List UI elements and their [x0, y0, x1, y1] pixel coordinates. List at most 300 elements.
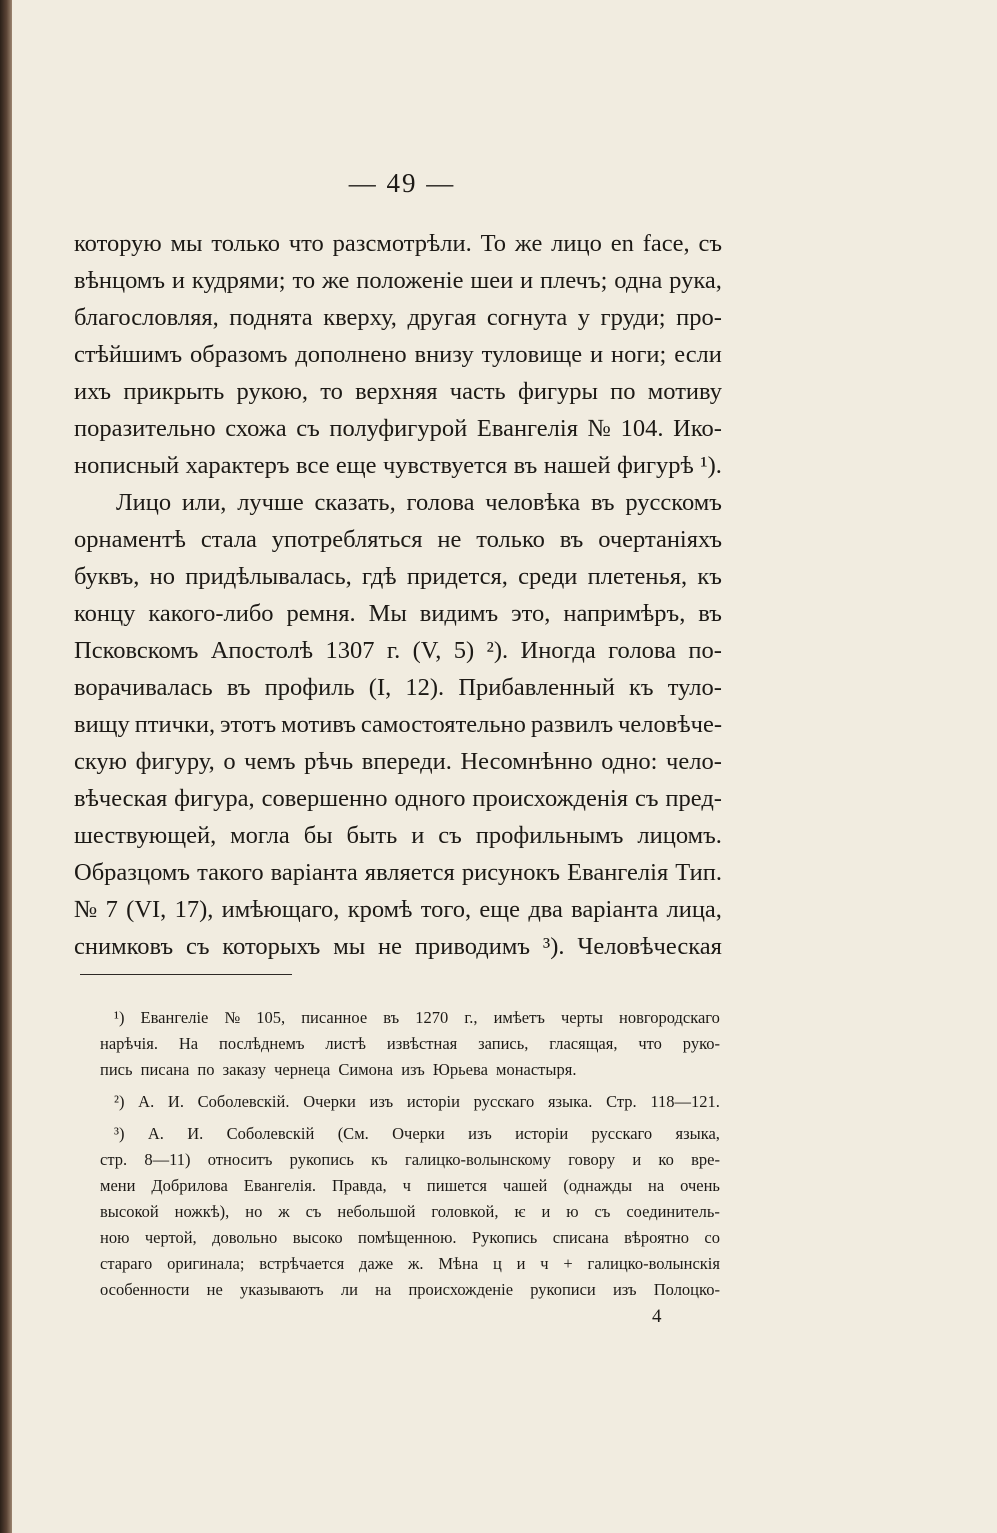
- word: Правда,: [331, 1176, 387, 1195]
- word: И.: [167, 1092, 184, 1111]
- word: два: [528, 896, 563, 923]
- word: сказать,: [314, 489, 396, 516]
- word: Апостолѣ: [210, 637, 314, 664]
- word: впереди.: [361, 748, 452, 775]
- word: пред-: [665, 785, 722, 812]
- word: ю: [566, 1202, 579, 1221]
- word: могла: [230, 822, 290, 849]
- word: самостоятельно: [360, 711, 526, 738]
- text-line: [74, 415, 722, 452]
- word: дополнено: [295, 341, 407, 368]
- word: ли: [340, 1280, 358, 1299]
- word: если: [674, 341, 722, 368]
- word: согнута: [486, 304, 568, 331]
- word: (V,: [412, 637, 442, 664]
- word: какого-либо: [148, 600, 274, 627]
- footnote-line: [100, 1034, 720, 1060]
- word: съ: [634, 785, 659, 812]
- word: профиль: [264, 674, 355, 701]
- word: стала: [200, 526, 257, 553]
- word: 7: [105, 896, 118, 923]
- word: face,: [642, 230, 690, 257]
- main-text: [74, 230, 722, 970]
- word: и: [541, 1202, 551, 1221]
- word: голова: [406, 489, 475, 516]
- word: кверху,: [323, 304, 397, 331]
- word: Тип.: [675, 859, 722, 886]
- word: того,: [420, 896, 472, 923]
- word: одна: [614, 267, 663, 294]
- word: галицко-волынскому: [404, 1150, 551, 1169]
- word: Псковскомъ: [74, 637, 199, 664]
- footnote-separator: [80, 974, 292, 975]
- word: одно:: [601, 748, 658, 775]
- word: небольшой: [337, 1202, 416, 1221]
- word: ѥ: [514, 1202, 526, 1221]
- word: Евангелія: [567, 859, 669, 886]
- sheet-signature-mark: 4: [652, 1306, 662, 1327]
- word: черты: [560, 1008, 603, 1027]
- word: шествующей,: [74, 822, 217, 849]
- text-line: [74, 267, 722, 304]
- word: (VI,: [126, 896, 167, 923]
- text-line: [74, 785, 722, 822]
- word: со: [704, 1228, 720, 1247]
- word: довольно: [212, 1228, 278, 1247]
- word: ноги;: [610, 341, 667, 368]
- word: происхожденіе: [408, 1280, 514, 1299]
- word: ною: [100, 1228, 130, 1247]
- word: среди: [518, 563, 578, 590]
- word: изъ: [468, 1124, 492, 1143]
- footnote-line: [100, 1150, 720, 1176]
- text-line: [74, 674, 722, 711]
- word: 1307: [325, 637, 375, 664]
- word: въ: [513, 452, 538, 479]
- text-line: [74, 933, 722, 970]
- word: лицо: [551, 230, 602, 257]
- word: груди;: [600, 304, 666, 331]
- word: приводимъ: [414, 933, 531, 960]
- word: г.,: [464, 1008, 478, 1027]
- word: указываютъ: [239, 1280, 324, 1299]
- word: въ: [226, 674, 251, 701]
- word: вищу: [74, 711, 130, 738]
- word: фигура,: [174, 785, 255, 812]
- text-line: [74, 896, 722, 933]
- word: ч: [540, 1254, 549, 1273]
- word: Рукопись: [471, 1228, 538, 1247]
- word: положеніе: [356, 267, 464, 294]
- word: чувствуется: [382, 452, 508, 479]
- word: по-: [688, 637, 722, 664]
- word: Евангеліе: [140, 1008, 209, 1027]
- word: гдѣ: [362, 563, 397, 590]
- word: рукописи: [530, 1280, 596, 1299]
- word: въ: [698, 600, 722, 627]
- word: часть: [449, 378, 506, 405]
- footnote-line: [100, 1280, 720, 1306]
- word: очертаніяхъ: [598, 526, 722, 553]
- word: благословляя,: [74, 304, 219, 331]
- footnote-line: [100, 1228, 720, 1254]
- word: вѣнцомъ: [74, 267, 166, 294]
- word: фигуру,: [135, 748, 215, 775]
- word: такого: [197, 859, 264, 886]
- word: относитъ: [207, 1150, 273, 1169]
- word: схожа: [225, 415, 287, 442]
- word: (однажды: [563, 1176, 633, 1195]
- word: происхожденія: [472, 785, 629, 812]
- word: варіанта: [270, 859, 358, 886]
- word: же: [514, 230, 543, 257]
- word: №: [587, 415, 611, 442]
- word: у: [577, 304, 591, 331]
- page-number: — 49 —: [348, 168, 456, 198]
- word: скую: [74, 748, 127, 775]
- word: 105,: [256, 1008, 286, 1027]
- word: Мѣна: [438, 1254, 479, 1273]
- word: Человѣческая: [577, 933, 722, 960]
- word: списана: [552, 1228, 609, 1247]
- word: языка,: [675, 1124, 720, 1143]
- word: бы: [303, 822, 333, 849]
- word: +: [563, 1254, 573, 1273]
- word: образомъ: [190, 341, 288, 368]
- word: верхняя: [355, 378, 438, 405]
- text-line: [74, 526, 722, 563]
- word: Образцомъ: [74, 859, 191, 886]
- word: en: [610, 230, 634, 257]
- word: вѣроятно: [624, 1228, 689, 1247]
- word: рисунокъ: [461, 859, 561, 886]
- word: разсмотрѣли.: [332, 230, 472, 257]
- word: изъ: [369, 1092, 394, 1111]
- footnote-line: [100, 1124, 720, 1150]
- word: ч: [402, 1176, 411, 1195]
- word: человѣка: [485, 489, 581, 516]
- word: концу: [74, 600, 136, 627]
- word: о: [223, 748, 236, 775]
- word: но: [149, 563, 176, 590]
- word: еще: [479, 896, 521, 923]
- word: которыхъ: [222, 933, 321, 960]
- word: къ: [629, 674, 654, 701]
- word: Очерки: [303, 1092, 356, 1111]
- text-line: [74, 600, 722, 637]
- word: что: [638, 1034, 662, 1053]
- word: говору: [568, 1150, 616, 1169]
- word: кудрями;: [191, 267, 286, 294]
- word: другая: [407, 304, 477, 331]
- footnote-line: [100, 1254, 720, 1280]
- word: въ: [383, 1008, 400, 1027]
- word: лучше: [237, 489, 304, 516]
- word: съ: [594, 1202, 611, 1221]
- word: человѣче-: [618, 711, 722, 738]
- word: высокой: [100, 1202, 159, 1221]
- word: ж.: [408, 1254, 424, 1273]
- word: къ: [371, 1150, 388, 1169]
- word: голова: [608, 637, 677, 664]
- word: соединитель-: [626, 1202, 720, 1221]
- word: на: [375, 1280, 392, 1299]
- word: стр.: [100, 1150, 128, 1169]
- word: напримѣръ,: [563, 600, 686, 627]
- text-line: [74, 341, 722, 378]
- word: руко-: [682, 1034, 720, 1053]
- word: лица,: [666, 896, 722, 923]
- word: 17),: [174, 896, 214, 923]
- word: встрѣчается: [259, 1254, 345, 1273]
- word: ¹).: [700, 452, 722, 479]
- word: галицко-волынскія: [587, 1254, 720, 1273]
- word: совершенно: [261, 785, 388, 812]
- word: русскаго: [473, 1092, 535, 1111]
- word: и: [516, 1254, 526, 1273]
- word: вѣческая: [74, 785, 168, 812]
- word: гласящая,: [549, 1034, 618, 1053]
- word: вре-: [691, 1150, 720, 1169]
- book-page: [12, 0, 997, 1533]
- word: извѣстная: [386, 1034, 458, 1053]
- word: новгородскаго: [618, 1008, 720, 1027]
- word: Прибавленный: [458, 674, 615, 701]
- word: даже: [358, 1254, 394, 1273]
- word: въ: [559, 526, 584, 553]
- word: рѣчь: [304, 748, 354, 775]
- word: про-: [676, 304, 722, 331]
- word: Очерки: [392, 1124, 445, 1143]
- word: не: [437, 526, 462, 553]
- word: еще: [335, 452, 377, 479]
- word: рука,: [669, 267, 722, 294]
- word: внизу: [414, 341, 474, 368]
- word: чертой,: [144, 1228, 197, 1247]
- word: исторіи: [406, 1092, 460, 1111]
- text-line: [74, 452, 722, 489]
- word: полуфигурой: [329, 415, 468, 442]
- word: Стр.: [606, 1092, 637, 1111]
- word: является: [364, 859, 455, 886]
- word: поднята: [229, 304, 313, 331]
- word: только: [211, 230, 280, 257]
- word: одного: [394, 785, 466, 812]
- text-line: [74, 748, 722, 785]
- word: ³).: [542, 933, 565, 960]
- word: туло-: [667, 674, 722, 701]
- word: рукою,: [236, 378, 309, 405]
- word: 118—121.: [650, 1092, 720, 1111]
- text-line: [74, 637, 722, 674]
- word: А.: [147, 1124, 164, 1143]
- word: изъ: [612, 1280, 637, 1299]
- word: ворачивалась: [74, 674, 213, 701]
- word: не: [206, 1280, 223, 1299]
- word: то: [292, 267, 316, 294]
- word: послѣднемъ: [219, 1034, 305, 1053]
- word: нашей: [543, 452, 611, 479]
- word: видимъ: [419, 600, 499, 627]
- word: И.: [187, 1124, 204, 1143]
- word: и: [411, 822, 425, 849]
- word: русскаго: [591, 1124, 653, 1143]
- word: фигурѣ: [616, 452, 694, 479]
- word: нарѣчія.: [100, 1034, 158, 1053]
- word: варіанта: [571, 896, 659, 923]
- word: птички,: [134, 711, 216, 738]
- text-line: [74, 822, 722, 859]
- footnotes: [100, 1008, 720, 1306]
- text-line: [74, 230, 722, 267]
- word: плетенья,: [587, 563, 688, 590]
- word: №: [224, 1008, 241, 1027]
- word: ко: [658, 1150, 674, 1169]
- word: языка.: [547, 1092, 593, 1111]
- word: не: [378, 933, 403, 960]
- footnote-line: [100, 1008, 720, 1034]
- word: съ: [438, 822, 462, 849]
- word: развилъ: [530, 711, 614, 738]
- word: Ико-: [673, 415, 722, 442]
- word: мени: [100, 1176, 136, 1195]
- word: мы: [170, 230, 203, 257]
- word: и: [632, 1150, 642, 1169]
- word: но: [245, 1202, 263, 1221]
- word: А.: [138, 1092, 155, 1111]
- word: На: [178, 1034, 199, 1053]
- word: №: [74, 896, 98, 923]
- word: придѣлывалась,: [185, 563, 352, 590]
- text-line: [74, 378, 722, 415]
- word: орнаментѣ: [74, 526, 186, 553]
- word: особенности: [100, 1280, 190, 1299]
- word: стѣйшимъ: [74, 341, 183, 368]
- word: по: [610, 378, 636, 405]
- word: придется,: [406, 563, 508, 590]
- footnote-line: [100, 1176, 720, 1202]
- word: рукопись: [289, 1150, 354, 1169]
- word: г.: [386, 637, 401, 664]
- word: имѣетъ: [493, 1008, 545, 1027]
- text-line: [74, 489, 722, 526]
- word: 5): [453, 637, 475, 664]
- word: профильнымъ: [475, 822, 624, 849]
- word: высоко: [292, 1228, 343, 1247]
- word: на: [648, 1176, 665, 1195]
- word: Соболевскій.: [197, 1092, 290, 1111]
- word: Иногда: [520, 637, 596, 664]
- word: Несомнѣнно: [460, 748, 593, 775]
- word: Мы: [368, 600, 407, 627]
- footnote-line: пись писана по заказу чернеца Симона изъ Юрьева монастыря.: [100, 1060, 577, 1079]
- word: съ: [186, 933, 210, 960]
- word: плечъ;: [540, 267, 608, 294]
- word: съ: [698, 230, 722, 257]
- word: быть: [346, 822, 398, 849]
- word: которую: [74, 230, 162, 257]
- word: и: [171, 267, 186, 294]
- word: же: [321, 267, 350, 294]
- word: ц: [492, 1254, 502, 1273]
- word: мотиву: [647, 378, 722, 405]
- word: мотивъ: [281, 711, 356, 738]
- word: ³): [114, 1124, 125, 1143]
- word: ж: [278, 1202, 290, 1221]
- footnote-line: [100, 1202, 720, 1228]
- word: ремня.: [286, 600, 356, 627]
- word: что: [288, 230, 324, 257]
- text-line: [74, 563, 722, 600]
- word: буквъ,: [74, 563, 140, 590]
- word: ²).: [486, 637, 509, 664]
- word: ихъ: [74, 378, 112, 405]
- word: кромѣ: [347, 896, 413, 923]
- word: очень: [680, 1176, 720, 1195]
- word: и: [520, 267, 534, 294]
- word: это,: [511, 600, 551, 627]
- word: чашей: [502, 1176, 548, 1195]
- word: фигуры: [517, 378, 598, 405]
- footnote-line: [100, 1092, 720, 1118]
- word: 8—11): [144, 1150, 191, 1169]
- word: чемъ: [244, 748, 296, 775]
- word: снимковъ: [74, 933, 174, 960]
- word: къ: [697, 563, 722, 590]
- word: Полоцко-: [653, 1280, 720, 1299]
- word: туловище: [481, 341, 583, 368]
- text-line: [74, 304, 722, 341]
- word: писанное: [301, 1008, 368, 1027]
- word: только: [476, 526, 545, 553]
- word: исторіи: [515, 1124, 569, 1143]
- word: въ: [590, 489, 615, 516]
- word: То: [480, 230, 506, 257]
- word: все: [296, 452, 330, 479]
- word: запись,: [478, 1034, 529, 1053]
- word: и: [589, 341, 604, 368]
- text-line: [74, 711, 722, 748]
- word: поразительно: [74, 415, 216, 442]
- word: ¹): [114, 1008, 125, 1027]
- word: оригинала;: [167, 1254, 245, 1273]
- word: 104.: [620, 415, 664, 442]
- word: ножкѣ),: [174, 1202, 230, 1221]
- word: съ: [296, 415, 320, 442]
- word: прикрыть: [123, 378, 225, 405]
- word: шеи: [470, 267, 514, 294]
- word: то: [320, 378, 343, 405]
- word: стараго: [100, 1254, 153, 1273]
- word: лицомъ.: [637, 822, 722, 849]
- word: помѣщенною.: [358, 1228, 457, 1247]
- word: этотъ: [219, 711, 277, 738]
- word: употребляться: [271, 526, 423, 553]
- word: (I,: [368, 674, 392, 701]
- word: пишется: [426, 1176, 487, 1195]
- word: головкой,: [431, 1202, 499, 1221]
- word: Добрилова: [151, 1176, 228, 1195]
- word: Соболевскій: [226, 1124, 315, 1143]
- word: (См.: [337, 1124, 369, 1143]
- word: мы: [333, 933, 366, 960]
- word: характеръ: [185, 452, 290, 479]
- word: листѣ: [325, 1034, 366, 1053]
- word: русскомъ: [625, 489, 722, 516]
- word: 12).: [405, 674, 445, 701]
- word: 1270: [415, 1008, 449, 1027]
- word: нописный: [74, 452, 180, 479]
